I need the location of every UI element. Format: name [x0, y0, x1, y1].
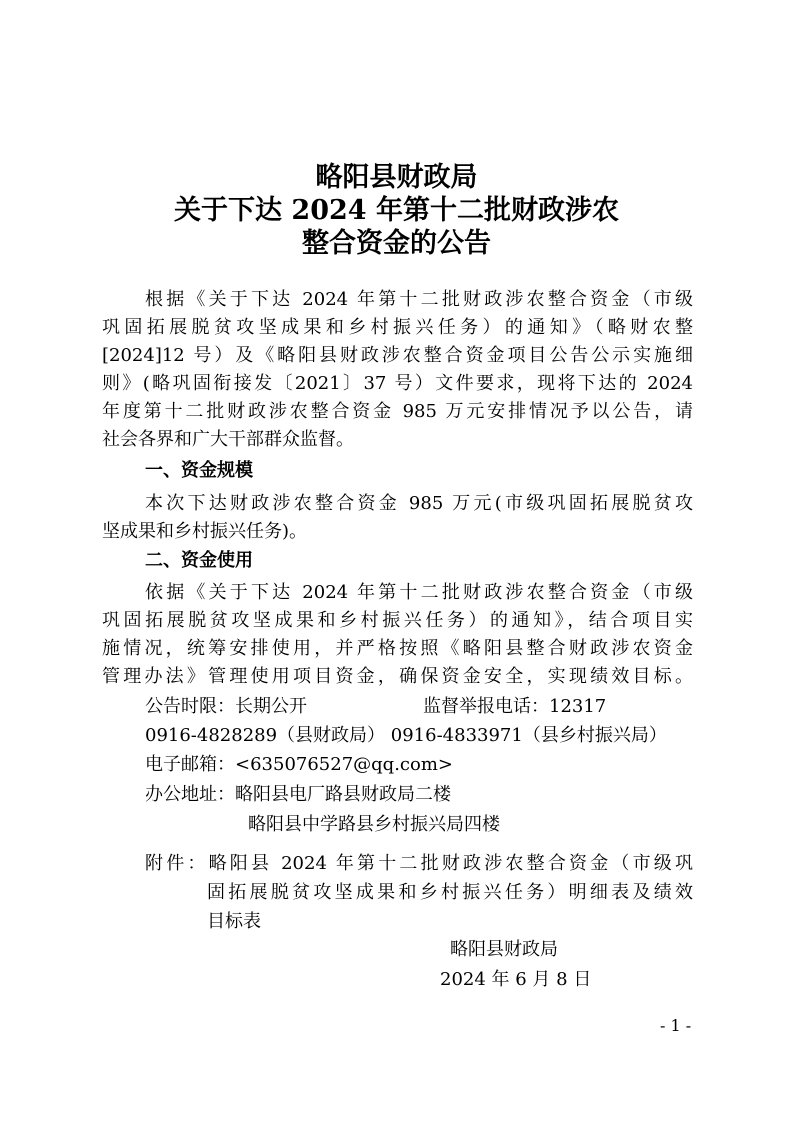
section-line: 坚成果和乡村振兴任务)。: [102, 521, 308, 542]
intro-line: 则》(略巩固衔接发〔2021〕37 号）文件要求，现将下达的 2024: [102, 373, 693, 394]
section-line: 巩固拓展脱贫攻坚成果和乡村振兴任务）的通知》，结合项目实: [102, 610, 693, 631]
office-address: 办公地址：略阳县电厂路县财政局二楼: [145, 784, 451, 805]
signature-date: 2024 年 6 月 8 日: [440, 969, 592, 990]
intro-line: 社会各界和广大干部群众监督。: [102, 429, 354, 450]
section-heading: 二、资金使用: [145, 550, 253, 571]
page-number: - 1 -: [660, 1016, 692, 1035]
report-hotline: 监督举报电话：12317: [423, 696, 607, 717]
section-line: 本次下达财政涉农整合资金 985 万元(市级巩固拓展脱贫攻: [145, 493, 693, 514]
section-line: 施情况，统筹安排使用，并严格按照《略阳县整合财政涉农资金: [102, 638, 693, 659]
section-line: 依据《关于下达 2024 年第十二批财政涉农整合资金（市级: [145, 582, 693, 603]
announcement-period: 公告时限：长期公开: [145, 696, 307, 717]
intro-line: 年度第十二批财政涉农整合资金 985 万元安排情况予以公告，请: [102, 401, 693, 422]
section-heading: 一、资金规模: [145, 460, 253, 481]
section-line: 管理办法》管理使用项目资金，确保资金安全，实现绩效目标。: [102, 666, 693, 687]
contact-phones: 0916-4828289（县财政局） 0916-4833971（县乡村振兴局）: [145, 725, 667, 746]
document-title-line-2: 关于下达 2024 年第十二批财政涉农: [174, 195, 619, 226]
document-title-line-3: 整合资金的公告: [302, 228, 491, 259]
attachment-line: 固拓展脱贫攻坚成果和乡村振兴任务）明细表及绩效: [207, 882, 693, 903]
attachment-line: 附件：略阳县 2024 年第十二批财政涉农整合资金（市级巩: [145, 853, 693, 874]
contact-email: 电子邮箱：<635076527@qq.com>: [145, 754, 453, 775]
intro-line: 巩固拓展脱贫攻坚成果和乡村振兴任务）的通知》（略财农整: [102, 317, 693, 338]
intro-line: [2024]12 号）及《略阳县财政涉农整合资金项目公告公示实施细: [102, 345, 693, 366]
office-address-2: 略阳县中学路县乡村振兴局四楼: [248, 814, 500, 835]
intro-line: 根据《关于下达 2024 年第十二批财政涉农整合资金（市级: [145, 289, 693, 310]
attachment-line: 目标表: [207, 911, 261, 932]
signature-org: 略阳县财政局: [450, 939, 558, 960]
document-title-line-1: 略阳县财政局: [315, 162, 478, 193]
